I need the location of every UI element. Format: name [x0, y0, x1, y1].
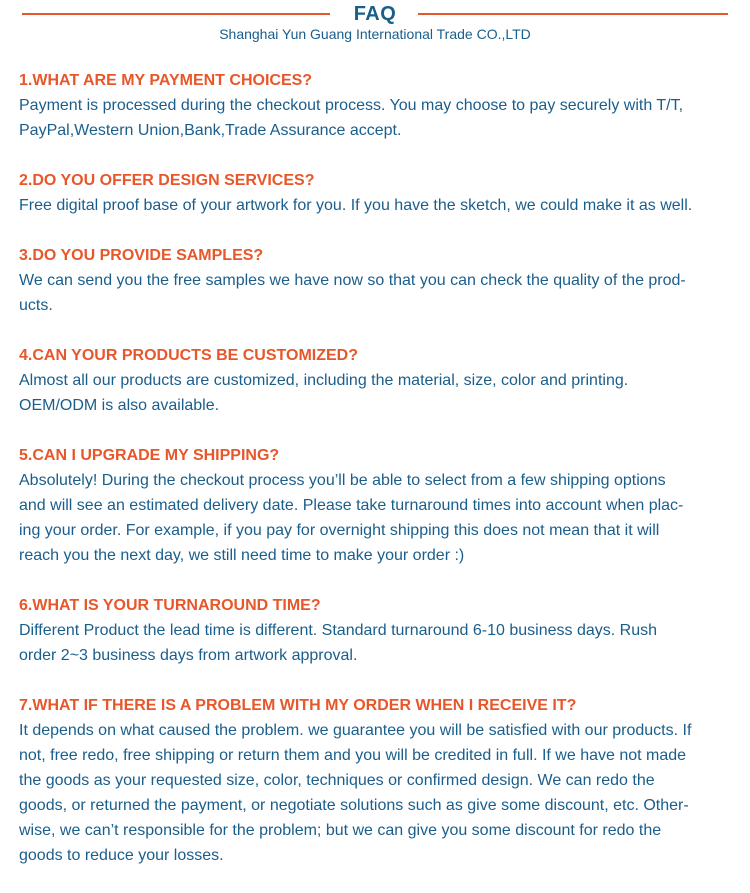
answer-line: reach you the next day, we still need time to make your order :) — [19, 547, 465, 564]
faq-answer — [19, 468, 747, 568]
faq-list — [19, 68, 747, 893]
answer-line: Different Product the lead time is different. Standard turnaround 6-10 business days. Rush — [19, 622, 657, 639]
faq-item-design — [19, 168, 747, 218]
faq-question: 5.CAN I UPGRADE MY SHIPPING? — [19, 447, 280, 464]
answer-line: Payment is processed during the checkout process. You may choose to pay securely with T/T, — [19, 97, 684, 114]
faq-question: 2.DO YOU OFFER DESIGN SERVICES? — [19, 172, 315, 189]
answer-line: Absolutely! During the checkout process you’ll be able to select from a few shipping options — [19, 472, 666, 489]
answer-line: It depends on what caused the problem. we guarantee you will be satisfied with our products. If — [19, 722, 692, 739]
answer-line: wise, we can’t responsible for the problem; but we can give you some discount for redo the — [19, 822, 662, 839]
faq-item-samples — [19, 243, 747, 318]
answer-line: ing your order. For example, if you pay for overnight shipping this does not mean that it will — [19, 522, 660, 539]
faq-header — [0, 0, 750, 50]
faq-question: 6.WHAT IS YOUR TURNAROUND TIME? — [19, 597, 321, 614]
answer-line: goods to reduce your losses. — [19, 847, 224, 864]
answer-line: We can send you the free samples we have now so that you can check the quality of the prod- — [19, 272, 686, 289]
header-divider-right — [418, 13, 728, 15]
faq-answer — [19, 268, 747, 318]
faq-item-problem — [19, 693, 747, 868]
answer-line: Almost all our products are customized, including the material, size, color and printing. — [19, 372, 629, 389]
faq-item-turnaround — [19, 593, 747, 668]
faq-answer — [19, 193, 747, 218]
answer-line: and will see an estimated delivery date. Please take turnaround times into account when plac- — [19, 497, 684, 514]
faq-question: 7.WHAT IF THERE IS A PROBLEM WITH MY ORDER WHEN I RECEIVE IT? — [19, 697, 577, 714]
company-name: Shanghai Yun Guang International Trade CO.,LTD — [219, 26, 531, 42]
answer-line: ucts. — [19, 297, 53, 314]
answer-line: not, free redo, free shipping or return them and you will be credited in full. If we have not made — [19, 747, 687, 764]
faq-answer — [19, 618, 747, 668]
faq-question: 3.DO YOU PROVIDE SAMPLES? — [19, 247, 264, 264]
faq-question: 1.WHAT ARE MY PAYMENT CHOICES? — [19, 72, 313, 89]
faq-answer — [19, 718, 747, 868]
answer-line: PayPal,Western Union,Bank,Trade Assurance accept. — [19, 122, 402, 139]
faq-answer — [19, 368, 747, 418]
answer-line: Free digital proof base of your artwork for you. If you have the sketch, we could make it as well. — [19, 197, 693, 214]
faq-item-customized — [19, 343, 747, 418]
faq-item-shipping — [19, 443, 747, 568]
page-title: FAQ — [353, 3, 397, 25]
answer-line: OEM/ODM is also available. — [19, 397, 220, 414]
answer-line: the goods as your requested size, color, techniques or confirmed design. We can redo the — [19, 772, 655, 789]
answer-line: goods, or returned the payment, or negotiate solutions such as give some discount, etc. Other- — [19, 797, 689, 814]
faq-answer — [19, 93, 747, 143]
faq-question: 4.CAN YOUR PRODUCTS BE CUSTOMIZED? — [19, 347, 358, 364]
faq-item-payment — [19, 68, 747, 143]
answer-line: order 2~3 business days from artwork approval. — [19, 647, 358, 664]
